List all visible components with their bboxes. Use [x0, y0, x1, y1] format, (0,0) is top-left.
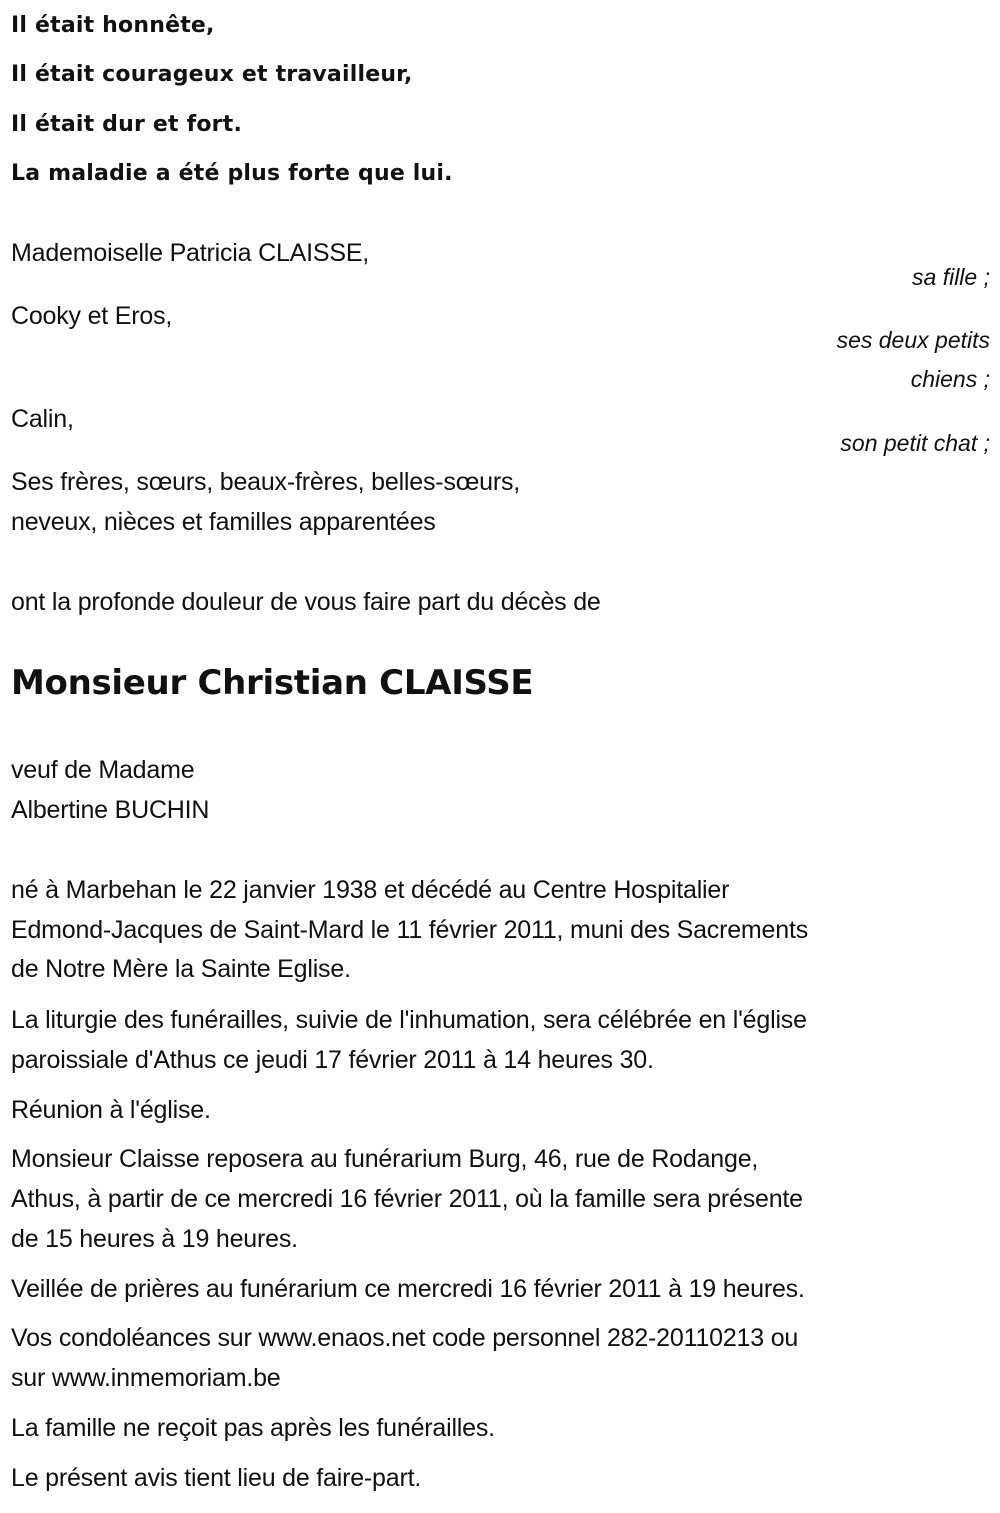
family-member-name: Calin,: [11, 405, 74, 433]
relatives-line: Ses frères, sœurs, beaux-frères, belles-sœurs,: [11, 468, 520, 496]
funeral-home-paragraph-line: Monsieur Claisse reposera au funérarium Burg, 46, rue de Rodange,: [11, 1145, 759, 1173]
epitaph-line: Il était honnête,: [11, 13, 215, 38]
family-member-name: Mademoiselle Patricia CLAISSE,: [11, 239, 370, 267]
birth-death-paragraph-line: Edmond-Jacques de Saint-Mard le 11 février 2011, muni des Sacrements: [11, 916, 808, 944]
condolences-paragraph-line: Vos condoléances sur www.enaos.net code personnel 282-20110213 ou: [11, 1324, 799, 1352]
family-member-relation: son petit chat ;: [840, 430, 990, 456]
birth-death-paragraph-line: né à Marbehan le 22 janvier 1938 et décédé au Centre Hospitalier: [11, 876, 730, 904]
epitaph-line: La maladie a été plus forte que lui.: [11, 161, 453, 186]
widower-of-line: veuf de Madame: [11, 756, 195, 784]
birth-death-paragraph-line: de Notre Mère la Sainte Eglise.: [11, 955, 351, 983]
epitaph-line: Il était dur et fort.: [11, 112, 243, 137]
liturgy-paragraph-line: paroissiale d'Athus ce jeudi 17 février 2011 à 14 heures 30.: [11, 1046, 654, 1074]
liturgy-paragraph-line: La liturgie des funérailles, suivie de l'inhumation, sera célébrée en l'église: [11, 1006, 807, 1034]
family-member-relation: chiens ;: [910, 366, 990, 392]
family-member-name: Cooky et Eros,: [11, 302, 173, 330]
relatives-line: neveux, nièces et familles apparentées: [11, 508, 436, 536]
announcement-text: ont la profonde douleur de vous faire part du décès de: [11, 588, 601, 616]
condolences-paragraph-line: sur www.inmemoriam.be: [11, 1364, 281, 1392]
funeral-home-paragraph-line: Athus, à partir de ce mercredi 16 février 2011, où la famille sera présente: [11, 1185, 803, 1213]
funeral-home-paragraph-line: de 15 heures à 19 heures.: [11, 1225, 298, 1253]
family-member-relation: sa fille ;: [912, 264, 990, 290]
widower-of-line: Albertine BUCHIN: [11, 796, 210, 824]
family-note-line: La famille ne reçoit pas après les funérailles.: [11, 1414, 495, 1442]
notice-disclaimer-line: Le présent avis tient lieu de faire-part.: [11, 1464, 422, 1492]
deceased-name: Monsieur Christian CLAISSE: [11, 663, 534, 703]
epitaph-line: Il était courageux et travailleur,: [11, 62, 413, 87]
vigil-paragraph-line: Veillée de prières au funérarium ce mercredi 16 février 2011 à 19 heures.: [11, 1275, 805, 1303]
meeting-paragraph-line: Réunion à l'église.: [11, 1096, 211, 1124]
family-member-relation: ses deux petits: [836, 327, 990, 353]
